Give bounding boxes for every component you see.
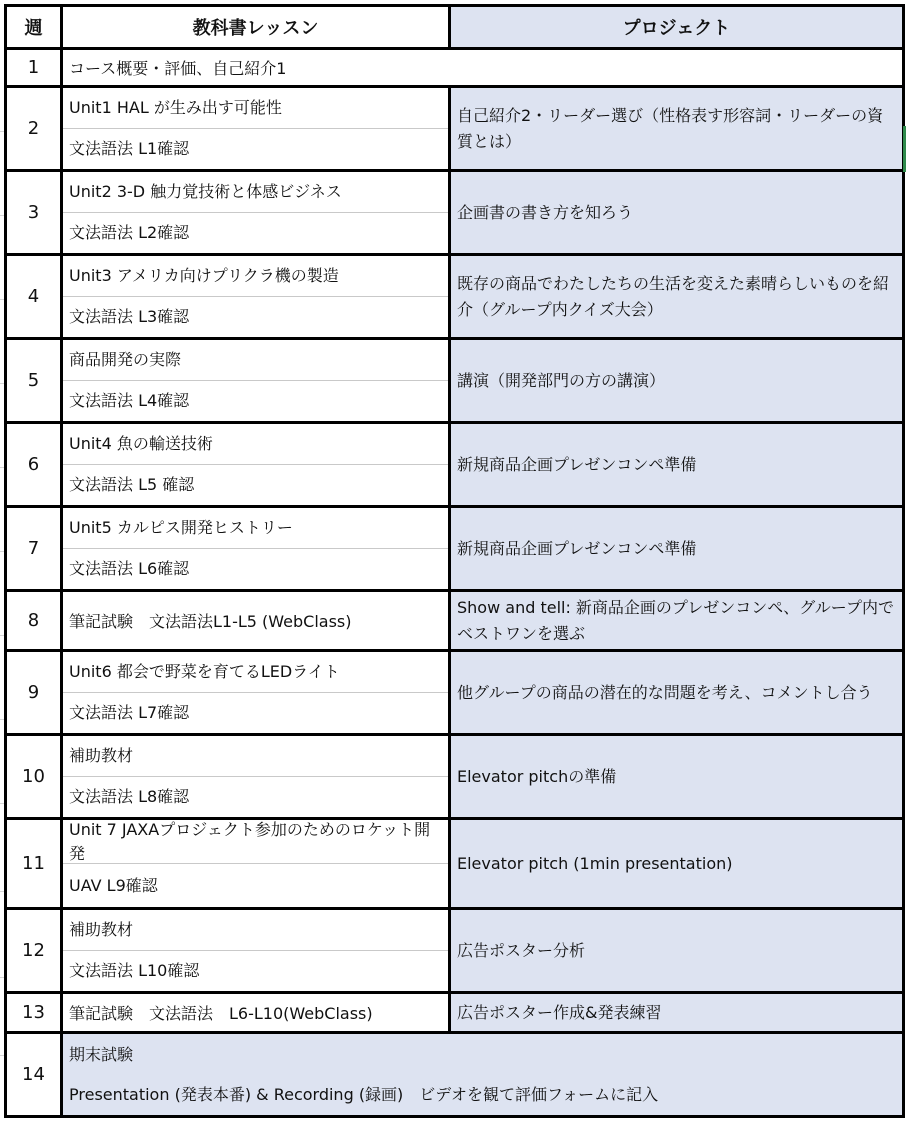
table-row (6, 49, 904, 87)
week-cell[interactable]: 10 (6, 735, 62, 819)
lesson-cell[interactable] (62, 423, 450, 507)
table-row (6, 171, 904, 255)
lesson-line: 文法語法 L10確認 (69, 961, 200, 980)
lesson-cell[interactable] (62, 909, 450, 993)
week-cell[interactable]: 9 (6, 651, 62, 735)
lesson-line: Unit2 3-D 触力覚技術と体感ビジネス (63, 172, 448, 213)
project-cell[interactable]: Elevator pitchの準備 (450, 735, 904, 819)
final-exam-cell[interactable] (62, 1033, 904, 1117)
table-row (6, 735, 904, 819)
lesson-line: 文法語法 L6確認 (69, 559, 190, 578)
lesson-cell[interactable] (62, 255, 450, 339)
lesson-cell[interactable] (62, 87, 450, 171)
lesson-line: 文法語法 L7確認 (69, 703, 190, 722)
project-cell[interactable]: 他グループの商品の潜在的な問題を考え、コメントし合う (450, 651, 904, 735)
table-row (6, 423, 904, 507)
project-cell[interactable]: 広告ポスター分析 (450, 909, 904, 993)
final-exam-line: 期末試験 (69, 1044, 134, 1064)
table-body (6, 49, 904, 1117)
table-row (6, 87, 904, 171)
table-row (6, 819, 904, 909)
lesson-line: Unit4 魚の輸送技術 (63, 424, 448, 465)
lesson-cell[interactable] (62, 735, 450, 819)
lesson-line: 文法語法 L8確認 (69, 787, 190, 806)
table-row (6, 909, 904, 993)
table-row (6, 339, 904, 423)
project-cell[interactable]: Show and tell: 新商品企画のプレゼンコンペ、グループ内でベストワンを選ぶ (450, 591, 904, 651)
week-cell[interactable]: 6 (6, 423, 62, 507)
lesson-cell[interactable] (62, 171, 450, 255)
project-cell[interactable]: 企画書の書き方を知ろう (450, 171, 904, 255)
week-cell[interactable]: 8 (6, 591, 62, 651)
lesson-line: 文法語法 L5 確認 (69, 475, 195, 494)
lesson-cell[interactable] (62, 819, 450, 909)
header-lesson[interactable]: 教科書レッスン (62, 6, 450, 49)
lesson-line: Unit5 カルピス開発ヒストリー (63, 508, 448, 549)
lesson-line: 文法語法 L3確認 (69, 307, 190, 326)
header-row (6, 6, 904, 49)
lesson-line: 文法語法 L4確認 (69, 391, 190, 410)
lesson-cell[interactable] (62, 507, 450, 591)
syllabus-table (4, 4, 905, 1118)
lesson-line: Unit6 都会で野菜を育てるLEDライト (63, 652, 448, 693)
lesson-line: 補助教材 (63, 910, 448, 951)
week-cell[interactable]: 1 (6, 49, 62, 87)
week-cell[interactable]: 11 (6, 819, 62, 909)
lesson-cell[interactable]: 筆記試験 文法語法 L6-L10(WebClass) (62, 993, 450, 1033)
lesson-line: Unit 7 JAXAプロジェクト参加のためのロケット開発 (63, 820, 448, 864)
week-cell[interactable]: 5 (6, 339, 62, 423)
week-cell[interactable]: 13 (6, 993, 62, 1033)
overview-cell[interactable]: コース概要・評価、自己紹介1 (62, 49, 904, 87)
table-row (6, 651, 904, 735)
week-cell[interactable]: 4 (6, 255, 62, 339)
week-cell[interactable]: 14 (6, 1033, 62, 1117)
project-cell[interactable]: 既存の商品でわたしたちの生活を変えた素晴らしいものを紹介（グループ内クイズ大会） (450, 255, 904, 339)
lesson-line: 文法語法 L1確認 (69, 139, 190, 158)
table-row (6, 507, 904, 591)
lesson-line: Unit3 アメリカ向けプリクラ機の製造 (63, 256, 448, 297)
project-cell[interactable]: 新規商品企画プレゼンコンペ準備 (450, 507, 904, 591)
table-row (6, 1033, 904, 1117)
final-exam-line: Presentation (発表本番) & Recording (録画) ビデオを観て評価フォームに記入 (69, 1084, 659, 1104)
lesson-line: 商品開発の実際 (63, 340, 448, 381)
week-cell[interactable]: 7 (6, 507, 62, 591)
project-cell[interactable]: 広告ポスター作成&発表練習 (450, 993, 904, 1033)
table-row (6, 255, 904, 339)
project-cell[interactable]: 新規商品企画プレゼンコンペ準備 (450, 423, 904, 507)
lesson-line: UAV L9確認 (69, 875, 158, 895)
lesson-cell[interactable] (62, 651, 450, 735)
lesson-cell[interactable] (62, 339, 450, 423)
lesson-cell[interactable]: 筆記試験 文法語法L1-L5 (WebClass) (62, 591, 450, 651)
week-cell[interactable]: 2 (6, 87, 62, 171)
project-cell[interactable]: 講演（開発部門の方の講演） (450, 339, 904, 423)
table-row (6, 993, 904, 1033)
lesson-line: Unit1 HAL が生み出す可能性 (63, 88, 448, 129)
table-row (6, 591, 904, 651)
header-project[interactable]: プロジェクト (450, 6, 904, 49)
week-cell[interactable]: 12 (6, 909, 62, 993)
lesson-line: 文法語法 L2確認 (69, 223, 190, 242)
project-cell[interactable]: Elevator pitch (1min presentation) (450, 819, 904, 909)
week-cell[interactable]: 3 (6, 171, 62, 255)
header-week[interactable]: 週 (6, 6, 62, 49)
lesson-line: 補助教材 (63, 736, 448, 777)
project-cell[interactable]: 自己紹介2・リーダー選び（性格表す形容詞・リーダーの資質とは） (450, 87, 904, 171)
